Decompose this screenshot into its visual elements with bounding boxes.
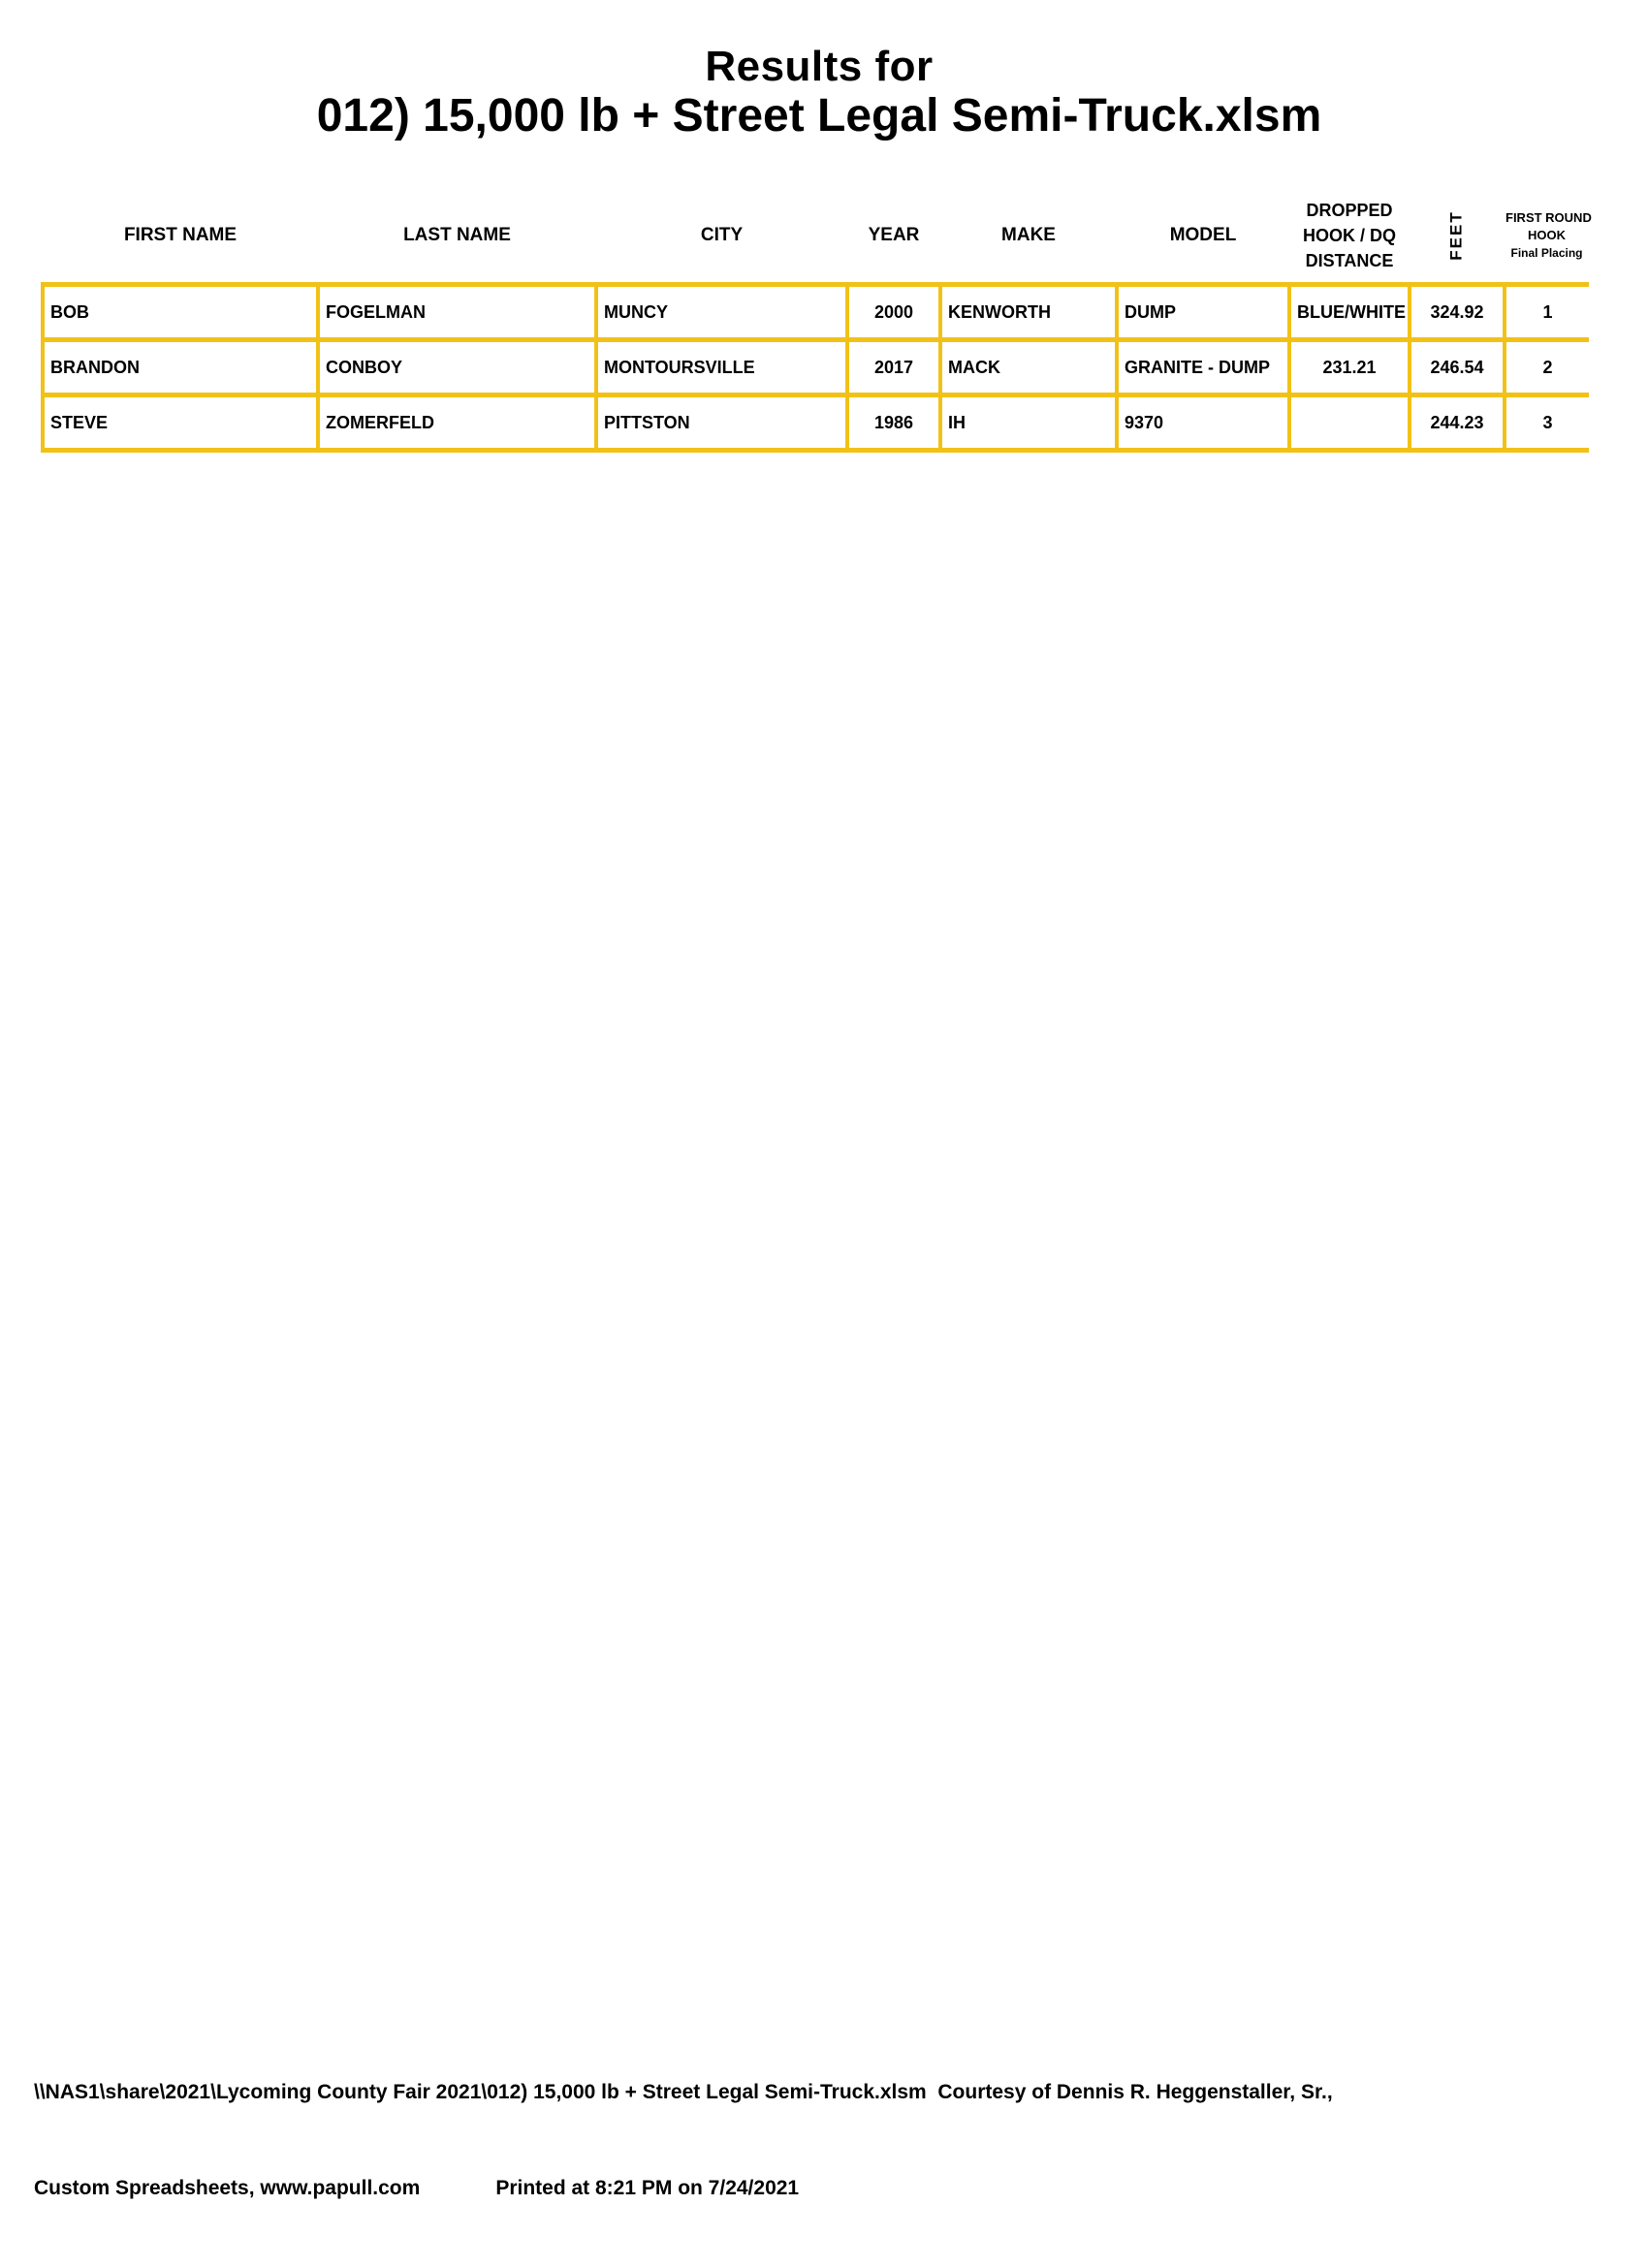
table-row [43,395,1589,451]
cell-city: MUNCY [596,285,847,340]
cell-first-name: STEVE [43,395,318,451]
file-title: 012) 15,000 lb + Street Legal Semi-Truck.xlsm [316,90,1322,142]
cell-first-name: BOB [43,285,318,340]
header-placing-line1: FIRST ROUND [1505,210,1592,225]
page-title: Results for [705,43,934,90]
footer-print-info [34,2172,1614,2204]
cell-year: 2000 [847,285,940,340]
header-city: CITY [700,225,744,245]
footer-print-timestamp: Printed at 8:21 PM on 7/24/2021 [495,2177,800,2199]
cell-dropped-hook: 231.21 [1289,340,1410,395]
header-first-name: FIRST NAME [123,225,238,245]
cell-placing: 1 [1505,285,1589,340]
cell-make: MACK [940,340,1117,395]
cell-make: KENWORTH [940,285,1117,340]
table-header-row [43,189,1589,285]
cell-dropped-hook: BLUE/WHITE [1289,285,1410,340]
page-footer [34,2012,1614,2268]
cell-model: DUMP [1117,285,1289,340]
results-table [41,189,1592,453]
cell-year: 2017 [847,340,940,395]
header-feet [1410,189,1505,285]
table-row [43,340,1589,395]
header-final-placing [1505,189,1592,285]
feet-rotated-label: FEET [1446,210,1466,261]
cell-city: PITTSTON [596,395,847,451]
cell-city: MONTOURSVILLE [596,340,847,395]
cell-first-name: BRANDON [43,340,318,395]
header-dropped-line1: DROPPED [1306,201,1393,220]
header-year: YEAR [868,225,920,245]
cell-feet: 244.23 [1410,395,1505,451]
cell-make: IH [940,395,1117,451]
cell-year: 1986 [847,395,940,451]
header-model: MODEL [1169,225,1237,245]
footer-file-path: \\NAS1\share\2021\Lycoming County Fair 2021\012) 15,000 lb + Street Legal Semi-Truck.xlsm Courtesy of Dennis R. Heggenstaller, Sr., [34,2081,1333,2103]
header-last-name: LAST NAME [403,225,511,245]
cell-model: 9370 [1117,395,1289,451]
cell-last-name: ZOMERFELD [318,395,596,451]
cell-model: GRANITE - DUMP [1117,340,1289,395]
cell-placing: 3 [1505,395,1589,451]
cell-feet: 246.54 [1410,340,1505,395]
cell-feet: 324.92 [1410,285,1505,340]
header-dropped-line3: DISTANCE [1305,251,1394,270]
table-row [43,285,1589,340]
cell-placing: 2 [1505,340,1589,395]
header-dropped-line2: HOOK / DQ [1302,226,1396,245]
header-placing-line2: HOOK [1528,228,1566,242]
header-dropped-hook [1289,189,1410,285]
cell-last-name: CONBOY [318,340,596,395]
header-make: MAKE [1001,225,1056,245]
header-placing-line3: Final Placing [1510,246,1583,260]
footer-credit: Custom Spreadsheets, www.papull.com [34,2177,421,2199]
cell-dropped-hook [1289,395,1410,451]
footer-spacer [420,2172,495,2204]
cell-last-name: FOGELMAN [318,285,596,340]
